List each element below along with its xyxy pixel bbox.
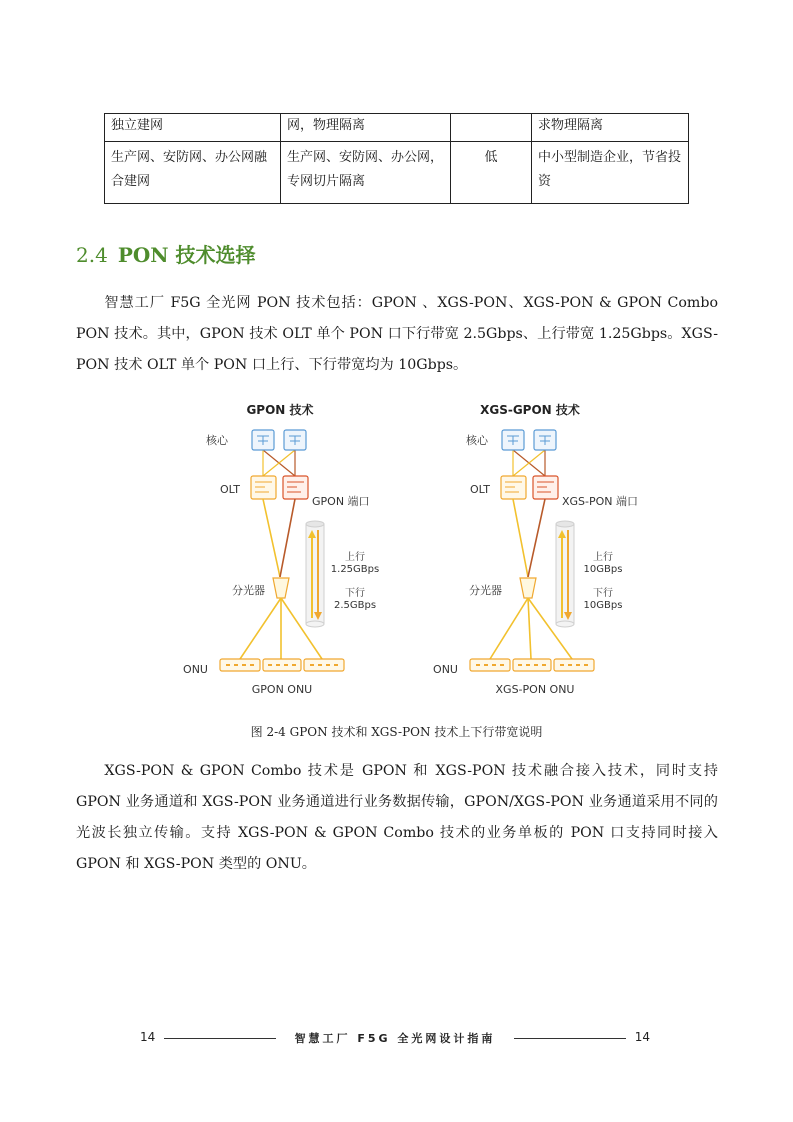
uplink-value: 10GBps <box>583 564 623 575</box>
table-cell: 网，物理隔离 <box>281 114 451 142</box>
pon-diagram <box>150 392 640 702</box>
table-cell: 生产网、安防网、办公网融合建网 <box>105 142 281 204</box>
comparison-table <box>104 113 689 204</box>
fiber-line <box>280 499 295 577</box>
page-footer <box>140 1030 650 1050</box>
table-cell: 求物理隔离 <box>532 114 689 142</box>
paragraph: XGS-PON & GPON Combo 技术是 GPON 和 XGS-PON 技术融合接入技术，同时支持 GPON 业务通道和 XGS-PON 业务通道进行业务数据传输，GPON/XGS-PON 业务通道采用不同的光波长独立传输。支持 XGS-PON & GPON Combo 技术的业务单板的 PON 口支持同时接入 GPON 和 XGS-PON 类型的 ONU。 <box>76 763 718 872</box>
xgspon-title: XGS-GPON 技术 <box>480 403 580 417</box>
port-label: GPON 端口 <box>312 495 370 508</box>
section-number: 2.4 <box>76 243 108 267</box>
figure-caption: 图 2-4 GPON 技术和 XGS-PON 技术上下行带宽说明 <box>250 725 543 739</box>
table-cell: 低 <box>451 142 532 204</box>
uplink-label: 上行 <box>345 552 365 563</box>
table-row <box>105 114 689 142</box>
olt-label: OLT <box>470 483 490 496</box>
splitter-label: 分光器 <box>469 584 502 597</box>
table-cell <box>451 114 532 142</box>
section-heading <box>76 239 256 268</box>
core-label: 核心 <box>206 434 228 447</box>
downlink-value: 10GBps <box>583 600 623 611</box>
core-label: 核心 <box>466 434 488 447</box>
fiber-line <box>240 598 281 659</box>
splitter-icon <box>520 578 536 598</box>
section-title: PON 技术选择 <box>117 243 256 267</box>
onu-caption: GPON ONU <box>251 683 313 696</box>
gpon-title: GPON 技术 <box>246 403 314 417</box>
olt-label: OLT <box>220 483 240 496</box>
fiber-line <box>263 499 280 577</box>
bandwidth-pipe <box>306 521 324 627</box>
uplink-label: 上行 <box>593 552 613 563</box>
footer-rule <box>514 1038 626 1039</box>
onu-label: ONU <box>183 663 208 676</box>
table-cell: 中小型制造企业，节省投资 <box>532 142 689 204</box>
port-label: XGS-PON 端口 <box>562 495 639 508</box>
downlink-label: 下行 <box>345 588 365 599</box>
paragraph: 智慧工厂 F5G 全光网 PON 技术包括：GPON 、XGS-PON、XGS-PON & GPON Combo PON 技术。其中，GPON 技术 OLT 单个 PON 口下行带宽 2.5Gbps、上行带宽 1.25Gbps。XGS-PON 技术 OLT 单个 PON 口上行、下行带宽均为 10Gbps。 <box>76 295 718 373</box>
table-cell: 独立建网 <box>105 114 281 142</box>
splitter-label: 分光器 <box>232 584 265 597</box>
splitter-icon <box>273 578 289 598</box>
onu-label: ONU <box>433 663 458 676</box>
xgspon-diagram <box>433 402 638 696</box>
bandwidth-pipe <box>556 521 574 627</box>
footer-title: 智慧工厂 F5G 全光网设计指南 <box>294 1032 496 1045</box>
pon-diagram-svg <box>150 392 640 702</box>
gpon-diagram <box>183 402 379 696</box>
onu-caption: XGS-PON ONU <box>495 683 575 696</box>
table-cell: 生产网、安防网、办公网，专网切片隔离 <box>281 142 451 204</box>
page-number-right: 14 <box>634 1030 650 1044</box>
page-number-left: 14 <box>140 1030 156 1044</box>
downlink-value: 2.5GBps <box>333 600 377 611</box>
uplink-value: 1.25GBps <box>330 564 380 575</box>
table-row <box>105 142 689 204</box>
downlink-label: 下行 <box>593 588 613 599</box>
